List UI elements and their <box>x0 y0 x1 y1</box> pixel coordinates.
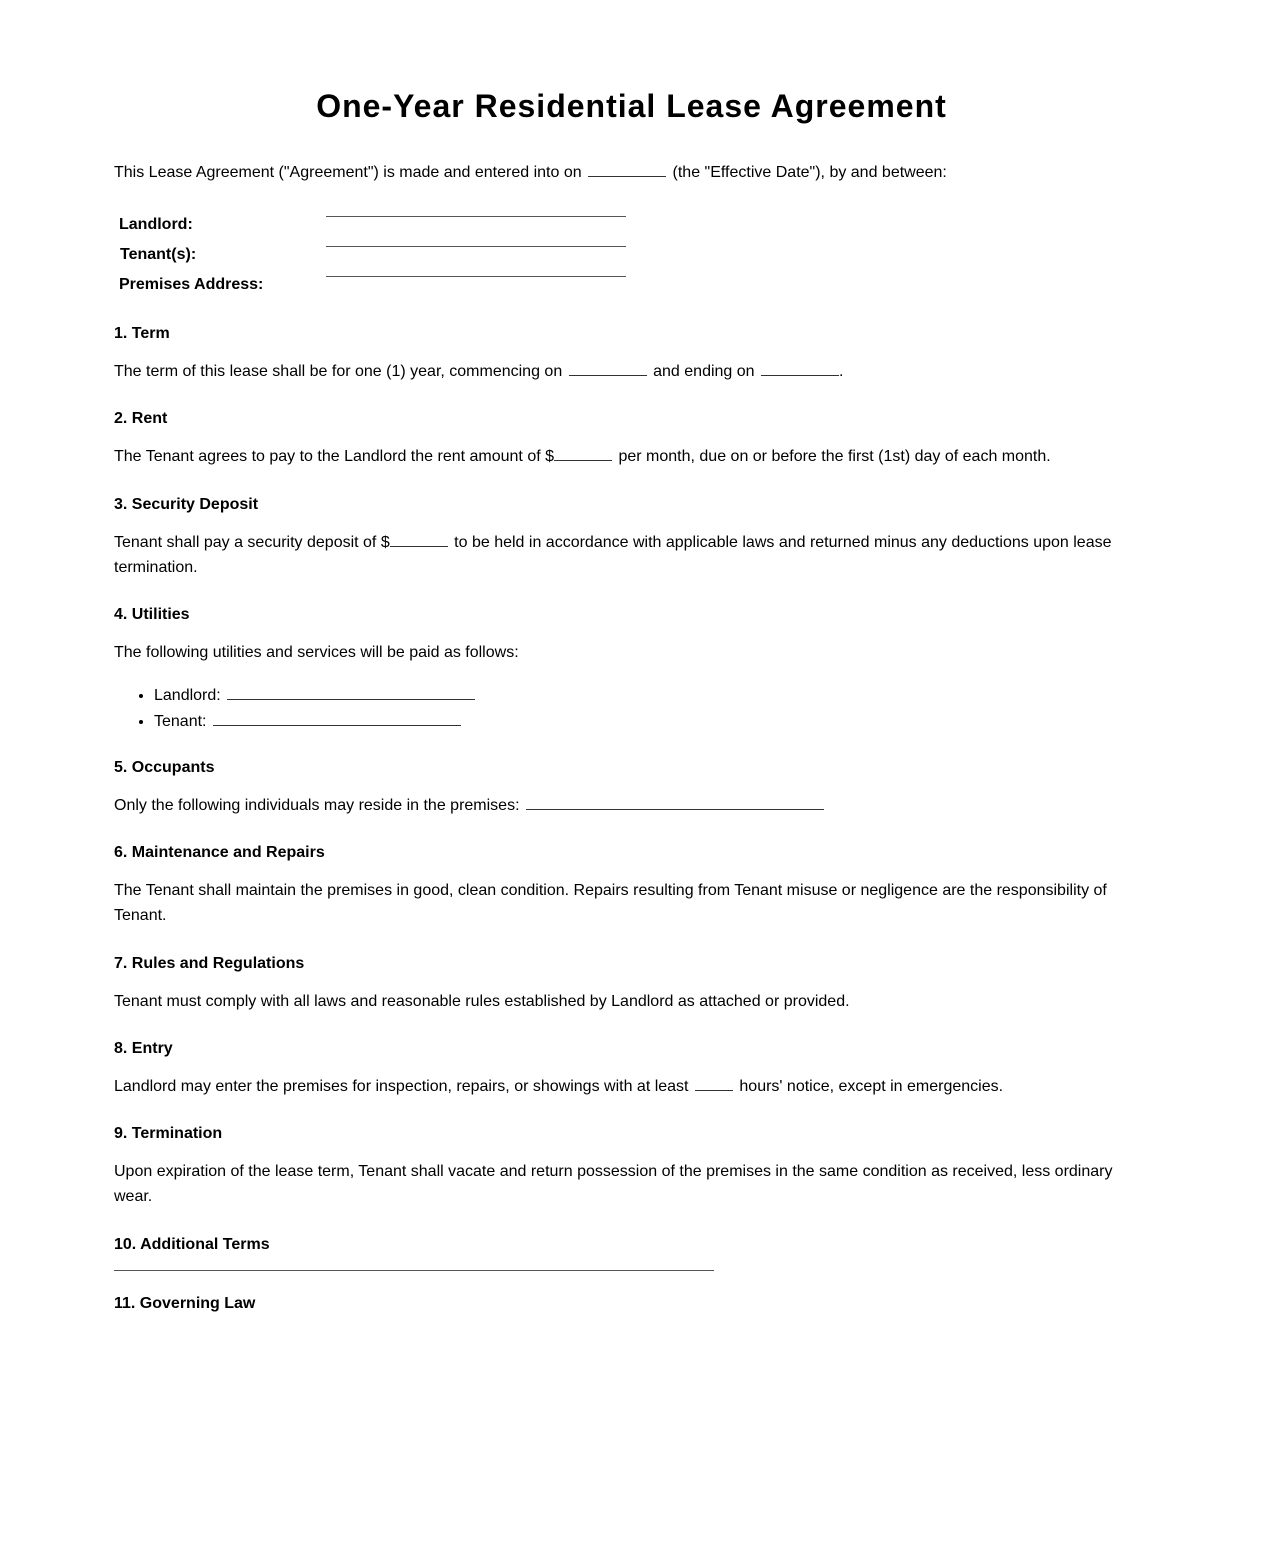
term-text-1: The term of this lease shall be for one (1) year, commencing on <box>114 363 563 380</box>
notice-hours-blank[interactable] <box>695 1076 733 1091</box>
term-text-2: and ending on <box>653 363 755 380</box>
additional-terms-line[interactable] <box>114 1270 714 1271</box>
section-termination-text: Upon expiration of the lease term, Tenant shall vacate and return possession of the premises in the same condition as received, less ordinary wear. <box>114 1163 1113 1205</box>
section-rent-text <box>114 444 1124 469</box>
section-rules-heading: 7. Rules and Regulations <box>114 955 305 972</box>
utilities-list <box>114 683 477 735</box>
rent-text-2: per month, due on or before the first (1st) day of each month. <box>618 448 1051 465</box>
section-maintenance-heading: 6. Maintenance and Repairs <box>114 844 325 861</box>
section-occupants-heading: 5. Occupants <box>114 759 215 776</box>
section-termination-heading: 9. Termination <box>114 1125 223 1142</box>
ending-date-blank[interactable] <box>761 361 839 376</box>
section-term-text <box>114 359 1124 384</box>
utilities-tenant-blank[interactable] <box>213 711 461 726</box>
document-title: One-Year Residential Lease Agreement <box>316 88 947 124</box>
deposit-text-2: to be held in accordance with applicable laws and returned minus any deductions upon lease termination. <box>114 534 1112 576</box>
section-rent-heading: 2. Rent <box>114 410 168 427</box>
section-rules-text: Tenant must comply with all laws and reasonable rules established by Landlord as attached or provided. <box>114 993 850 1010</box>
commencing-date-blank[interactable] <box>569 361 647 376</box>
entry-text-2: hours' notice, except in emergencies. <box>739 1078 1004 1095</box>
deposit-text-1: Tenant shall pay a security deposit of $ <box>114 534 390 551</box>
rent-amount-blank[interactable] <box>554 446 612 461</box>
occupants-blank[interactable] <box>526 795 824 810</box>
tenants-label: Tenant(s): <box>120 246 197 263</box>
landlord-name-line[interactable] <box>326 216 626 217</box>
section-occupants-text <box>114 793 1124 818</box>
premises-address-line[interactable] <box>326 276 626 277</box>
utilities-tenant-item <box>154 709 477 735</box>
section-entry-text <box>114 1074 1124 1099</box>
section-maintenance-text: The Tenant shall maintain the premises in good, clean condition. Repairs resulting from Tenant misuse or negligence are the responsibility of Tenant. <box>114 882 1107 924</box>
intro-text-after: (the "Effective Date"), by and between: <box>672 164 947 181</box>
section-additional-heading: 10. Additional Terms <box>114 1236 270 1253</box>
utilities-tenant-label: Tenant: <box>154 713 207 730</box>
intro-paragraph <box>114 160 1124 185</box>
premises-address-label: Premises Address: <box>119 276 264 293</box>
rent-text-1: The Tenant agrees to pay to the Landlord the rent amount of $ <box>114 448 555 465</box>
section-governing-law-heading: 11. Governing Law <box>114 1295 256 1312</box>
occupants-text: Only the following individuals may reside in the premises: <box>114 797 520 814</box>
section-utilities-text: The following utilities and services will be paid as follows: <box>114 644 519 661</box>
section-term-heading: 1. Term <box>114 325 170 342</box>
entry-text-1: Landlord may enter the premises for inspection, repairs, or showings with at least <box>114 1078 689 1095</box>
utilities-landlord-label: Landlord: <box>154 687 221 704</box>
section-deposit-text <box>114 530 1124 580</box>
effective-date-blank[interactable] <box>588 162 666 177</box>
section-entry-heading: 8. Entry <box>114 1040 173 1057</box>
intro-text-before: This Lease Agreement ("Agreement") is made and entered into on <box>114 164 582 181</box>
section-utilities-heading: 4. Utilities <box>114 606 190 623</box>
utilities-landlord-blank[interactable] <box>227 685 475 700</box>
term-text-3: . <box>839 363 844 380</box>
landlord-label: Landlord: <box>119 216 193 233</box>
deposit-amount-blank[interactable] <box>390 532 448 547</box>
section-deposit-heading: 3. Security Deposit <box>114 496 259 513</box>
utilities-landlord-item <box>154 683 477 709</box>
tenant-name-line[interactable] <box>326 246 626 247</box>
